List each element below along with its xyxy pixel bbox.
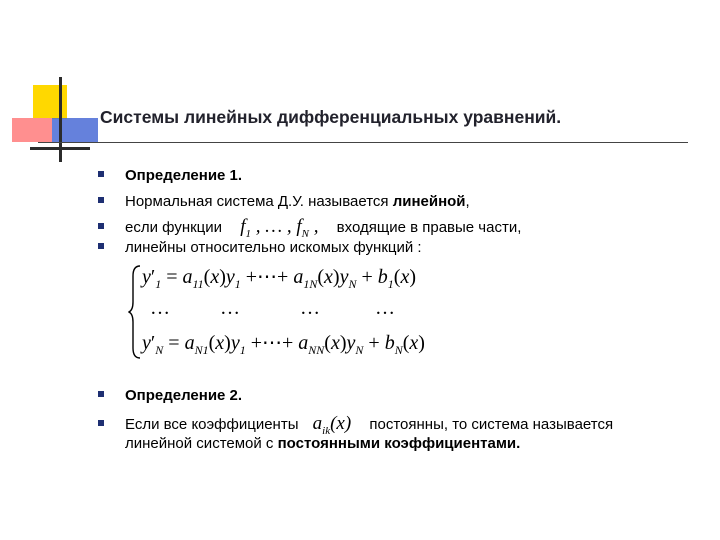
slide-title: Системы линейных дифференциальных уравнений.: [100, 107, 562, 127]
linear-system-with-text: линейной системой с: [125, 435, 278, 452]
bullet-square-icon: [98, 171, 104, 177]
bullet-row-linear-wrt: [98, 239, 422, 256]
bullet-square-icon: [98, 243, 104, 249]
bullet-square-icon: [98, 420, 104, 426]
equation-last: $y'_N = a_{N1}(x)y_1$ +⋯+ $a_{NN}(x)y_N + b_N(x)$: [142, 332, 425, 357]
constant-coefficients-term: постоянными коэффициентами.: [277, 435, 521, 452]
bullet-row-functions: [98, 216, 521, 240]
linear-wrt-text: линейны относительно искомых функций :: [125, 239, 422, 256]
definition-2-label: Определение 2.: [125, 387, 243, 404]
definition-1-row: [98, 167, 242, 184]
bullet-row-constant-coefficients: [98, 413, 613, 437]
right-sides-text: входящие в правые части,: [336, 219, 522, 236]
left-brace-icon: [128, 264, 142, 360]
constant-text: постоянны, то система называется: [369, 416, 614, 433]
bullet-square-icon: [98, 223, 104, 229]
equation-first: $y'_1 = a_{11}(x)y_1$ +⋯+ $a_{1N}(x)y_N + b_1(x)$: [142, 266, 417, 291]
if-functions-text: если функции: [125, 219, 223, 236]
linear-term: линейной: [392, 193, 466, 210]
bullet-row-normal-system: [98, 193, 470, 210]
functions-formula: $f_1$ , … , $f_N$ ,: [240, 216, 319, 240]
normal-system-text: Нормальная система Д.У. называется: [125, 193, 393, 210]
continuation-line: [125, 435, 520, 452]
decor-short-bar: [30, 147, 90, 150]
linear-system-formula: [128, 264, 568, 364]
definition-2-row: [98, 387, 242, 404]
title-underline: [38, 142, 688, 143]
equation-ellipsis: … … … …: [150, 297, 395, 319]
bullet-square-icon: [98, 197, 104, 203]
comma: ,: [465, 193, 470, 210]
bullet-square-icon: [98, 391, 104, 397]
definition-1-label: Определение 1.: [125, 167, 243, 184]
coefficient-formula: $a_{ik}(x)$: [312, 413, 352, 437]
decor-pink-rectangle: [12, 118, 52, 142]
all-coefficients-text: Если все коэффициенты: [125, 416, 299, 433]
